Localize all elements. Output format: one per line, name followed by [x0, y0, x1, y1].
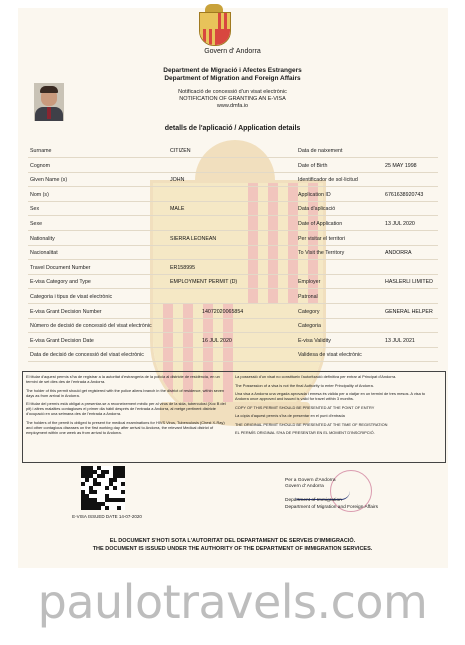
qr-module	[117, 506, 121, 510]
field-label: Categoria	[298, 323, 321, 330]
field-label: E-visa Grant Decision Date	[30, 337, 94, 344]
row-divider	[28, 347, 438, 348]
qr-module	[93, 490, 97, 494]
field-label: E-visa Grant Decision Number	[30, 308, 102, 315]
qr-module	[101, 474, 105, 478]
andorra-crest-icon	[197, 4, 231, 46]
note-paragraph: The Possession of a visa is not the final Authority to enter Principality of Andorra.	[235, 382, 374, 388]
field-value: SIERRA LEONEAN	[170, 235, 217, 242]
qr-module	[113, 478, 117, 482]
qr-caption: E-VISA ISSUED DATE 14-07-2020	[72, 514, 142, 519]
footer-en: THE DOCUMENT IS ISSUED UNDER THE AUTHORITY OF THE DEPARTMENT OF IMMIGRATION SERVICES.	[92, 546, 373, 552]
qr-module	[85, 478, 89, 482]
website: www.dmfa.io	[216, 103, 249, 109]
notice-en: NOTIFICATION OF GRANTING AN E-VISA	[179, 96, 286, 102]
row-divider	[28, 303, 438, 304]
field-value: ER158995	[170, 264, 196, 271]
row-divider	[28, 215, 438, 216]
field-value: HASLERLI LIMITED	[385, 279, 433, 286]
field-label: Category	[298, 308, 320, 315]
notes-box	[22, 371, 446, 463]
field-label: Nationality	[30, 235, 55, 242]
qr-module	[105, 470, 109, 474]
row-divider	[28, 201, 438, 202]
field-value: 16 JUL 2020	[202, 337, 232, 344]
field-value: GENERAL HELPER	[385, 308, 433, 315]
field-label: Employer	[298, 279, 321, 286]
qr-module	[105, 486, 109, 490]
field-label: Data d'aplicació	[298, 206, 336, 213]
field-value: 13 JUL 2021	[385, 337, 415, 344]
field-value: 25 MAY 1998	[385, 162, 417, 169]
field-label: E-visa Validity	[298, 337, 331, 344]
field-label: Given Name (s)	[30, 177, 68, 184]
row-divider	[28, 318, 438, 319]
field-value: MALE	[170, 206, 185, 213]
section-title: detalls de l'aplicació / Application details	[164, 125, 301, 132]
field-value: 6761638920743	[385, 191, 424, 198]
qr-module	[121, 490, 125, 494]
qr-module	[121, 482, 125, 486]
row-divider	[28, 186, 438, 187]
field-label: Date of Birth	[298, 162, 328, 169]
field-label: Validesa de visat electrònic	[298, 352, 362, 359]
field-label: Sexe	[30, 221, 43, 227]
note-paragraph: THE ORIGINAL PERMIT SHOULD BE PRESENTED AT THE TIME OF REGISTRATION	[235, 421, 388, 427]
note-paragraph: COPY OF THIS PERMIT SHOULD BE PRESENTED AT THE POINT OF ENTRY	[235, 404, 375, 410]
row-divider	[28, 157, 438, 158]
applicant-photo	[34, 83, 64, 121]
qr-module	[121, 498, 125, 502]
signatory-line: Per a Govern d'Andorra	[285, 478, 336, 483]
field-label: Data de naixement	[298, 148, 343, 154]
field-label: E-visa Category and Type	[30, 279, 91, 286]
field-label: Sex	[30, 206, 40, 213]
notes-right	[235, 374, 435, 439]
field-label: Date of Application	[298, 221, 343, 227]
field-label: Categoria i tipus de visat electrònic	[30, 294, 113, 300]
field-label: Data de decisió de concessió del visat electrònic	[30, 352, 144, 359]
field-value: 13 JUL 2020	[385, 221, 415, 227]
field-label: Surname	[30, 148, 52, 154]
department-name-en: Department of Migration and Foreign Affairs	[164, 75, 301, 82]
department-name-ca: Department de Migració i Afectes Estrangers	[163, 67, 302, 74]
row-divider	[28, 332, 438, 333]
brand-watermark: paulotravels.com	[37, 575, 428, 629]
note-paragraph: La còpia d'aquest permís s'ha de presentar en el punt d'entrada	[235, 413, 345, 418]
notice-ca: Notificació de concessió d'un visat electrònic	[178, 89, 287, 95]
qr-module	[81, 482, 85, 486]
notes-left	[26, 374, 226, 438]
row-divider	[28, 172, 438, 173]
field-label: To Visit the Territory	[298, 250, 345, 257]
field-label: Cognom	[30, 162, 51, 169]
field-label: Nacionalitat	[30, 250, 58, 257]
note-paragraph: El titular d'aquest permís s'ha de registrar a la autoritat d'estrangeria de la policia al districte de residència, en un termini de set dies des de l'entrada a Andorra.	[26, 374, 220, 384]
qr-module	[113, 486, 117, 490]
row-divider	[28, 230, 438, 231]
note-paragraph: La possessió d'un visat no constitueix l'autorització definitiva per entrar al Principat d'Andorra.	[235, 374, 397, 379]
note-paragraph: EL PERMÍS ORIGINAL S'HA DE PRESENTAR EN EL MOMENT D'INSCRIPCIÓ.	[235, 430, 375, 435]
qr-module	[121, 474, 125, 478]
government-name: Govern d' Andorra	[204, 48, 261, 55]
qr-module	[97, 482, 101, 486]
note-paragraph: El titular del permís està obligat a presentar-se a reconeixement mèdic per al virus de la sida, tuberculosi (Xoc B del pit) i altres malalties contagioses el primer dia hàbil després de l'entrada a Andorra, al metge pertinent districte d'ocupació en una setmana des de l'entrada a Andorra.	[26, 401, 226, 416]
field-label: Per visitar el territori	[298, 235, 346, 242]
signatory-line: Govern d' Andorra	[285, 484, 324, 490]
qr-module	[97, 506, 101, 510]
note-paragraph: The holder of this permit should get registered with the police aliens branch in the district of residence, within seven days as from arrival in Andorra.	[26, 387, 225, 398]
field-value: 14072020065854	[202, 308, 244, 315]
note-paragraph: The holders of the permit is obliged to present for medical examinations for HIVS Virus, Tuberculosis (Chest X-Ray) and other contagious diseases on the first working day after arrival to Andorra, the relevant Medical district of employment within one week as from arrival to Andorra.	[26, 419, 225, 435]
signatory-block	[285, 478, 378, 511]
field-label: Patronal	[298, 294, 318, 300]
signatory-line: Department of Migration and Foreign Affairs	[285, 504, 378, 510]
row-divider	[28, 259, 438, 260]
field-label: Número de decisió de concessió del visat electrònic	[30, 323, 152, 330]
row-divider	[28, 288, 438, 289]
field-label: Travel Document Number	[30, 264, 91, 271]
field-value: CITIZEN	[170, 148, 191, 154]
field-label: Nom (s)	[30, 191, 49, 198]
qr-module	[105, 506, 109, 510]
row-divider	[28, 274, 438, 275]
note-paragraph: Una visa a Andorra una vegada aprovada i emesa és vàlida per a viatjar en un termini de tres mesos. A visa to Andorra once approved and issued is valid for travel within 3 months.	[235, 391, 426, 401]
field-value: ANDORRA	[385, 250, 412, 257]
field-label: Application ID	[298, 191, 331, 198]
footer-ca: EL DOCUMENT S'HOTI SOTA L'AUTORITAT DEL DEPARTAMENT DE SERVEIS D'IMMIGRACIÓ.	[109, 538, 356, 544]
field-label: Identificador de sol·licitud	[298, 177, 358, 184]
field-value: JOHN	[170, 177, 185, 184]
signatory-line: Department of Immigration	[285, 498, 342, 504]
row-divider	[28, 361, 438, 362]
field-value: EMPLOYMENT PERMIT (D)	[170, 279, 238, 286]
qr-code-icon	[81, 466, 125, 510]
row-divider	[28, 245, 438, 246]
